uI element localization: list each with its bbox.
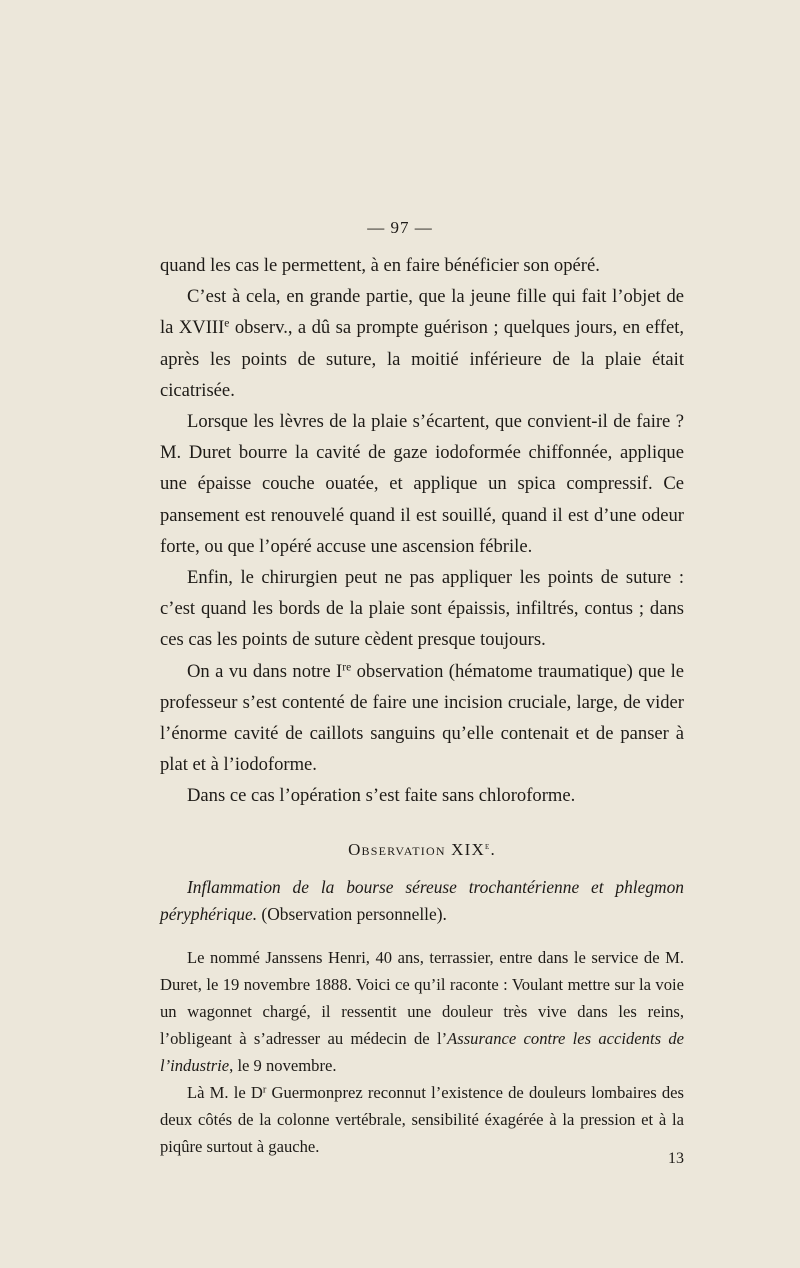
paragraph-recovery-start: C’est à cela, en grande partie, que la jeune fille qui fait l’objet de la XVIII [160,286,684,339]
main-text [160,250,684,812]
observation-heading-text: Observation XIX [348,839,485,859]
signature-mark: 13 [668,1150,684,1167]
observation-heading [160,838,684,862]
ordinal-superscript: e [484,840,491,852]
observation-title-italic: Inflammation de la bourse séreuse trochantérienne et phlegmon péryphérique. [160,876,684,924]
case-exam-rest: Guermonprez reconnut l’existence de douleurs lombaires des deux côtés de la colonne vertébrale, sensibilité éxagérée à la pression et à la piqûre surtout à gauche. [160,1082,684,1156]
page-body [160,250,684,1160]
paragraph-hematoma-start: On a vu dans notre I [187,660,343,682]
case-history-start: Le nommé Janssens Henri, 40 ans, terrassier, entre dans le service de M. Duret, le 19 novembre 1888. Voici ce qu’il raconte : Voulant mettre sur la voie un wagonnet chargé, il ressentit une douleur très vive dans les reins, l’obligeant à s’adresser au médecin de l’ [160,947,684,1048]
page-number: — 97 — [367,218,433,237]
title-superscript: r [262,1084,267,1095]
paragraph-recovery-rest: observ., a dû sa prompte guérison ; quelques jours, en effet, après les points de suture, la moitié inférieure de la plaie était cicatrisée. [160,317,685,401]
observation-title-note: (Observation personnelle). [257,903,447,924]
case-history-end: , le 9 novembre. [229,1055,337,1075]
observation-heading-end: . [490,839,496,859]
case-paragraph-examination [160,1079,684,1160]
paragraph-suture: Enfin, le chirurgien peut ne pas appliquer les points de suture : c’est quand les bords de la plaie sont épaissis, infiltrés, contus ; dans ces cas les points de suture cèdent presque toujours. [160,567,684,651]
paragraph-chloroform: Dans ce cas l’opération s’est faite sans chloroforme. [187,785,576,807]
paragraph-hematoma [160,656,684,781]
observation-title [160,874,684,928]
paragraph-recovery [160,281,684,406]
case-exam-start: Là M. le D [187,1082,263,1102]
paragraph-continuation: quand les cas le permettent, à en faire bénéficier son opéré. [160,255,600,276]
ordinal-superscript: e [224,318,230,331]
ordinal-superscript: re [342,661,352,674]
case-report [160,944,684,1160]
case-history-italic: Assurance contre les accidents de l’industrie [160,1028,684,1075]
paragraph-hematoma-rest: observation (hématome traumatique) que le professeur s’est contenté de faire une incision cruciale, large, de vider l’énorme cavité de caillots sanguins qu’elle contenait et de panser à plat et à l’iodoforme. [160,660,685,776]
paragraph-dressing: Lorsque les lèvres de la plaie s’écartent, que convient-il de faire ? M. Duret bourre la cavité de gaze iodoformée chiffonnée, applique une épaisse couche ouatée, et applique un spica compressif. Ce pansement est renouvelé quand il est souillé, quand il est d’une odeur forte, ou que l’opéré accuse une ascension fébrile. [160,411,684,557]
case-paragraph-history [160,944,684,1079]
